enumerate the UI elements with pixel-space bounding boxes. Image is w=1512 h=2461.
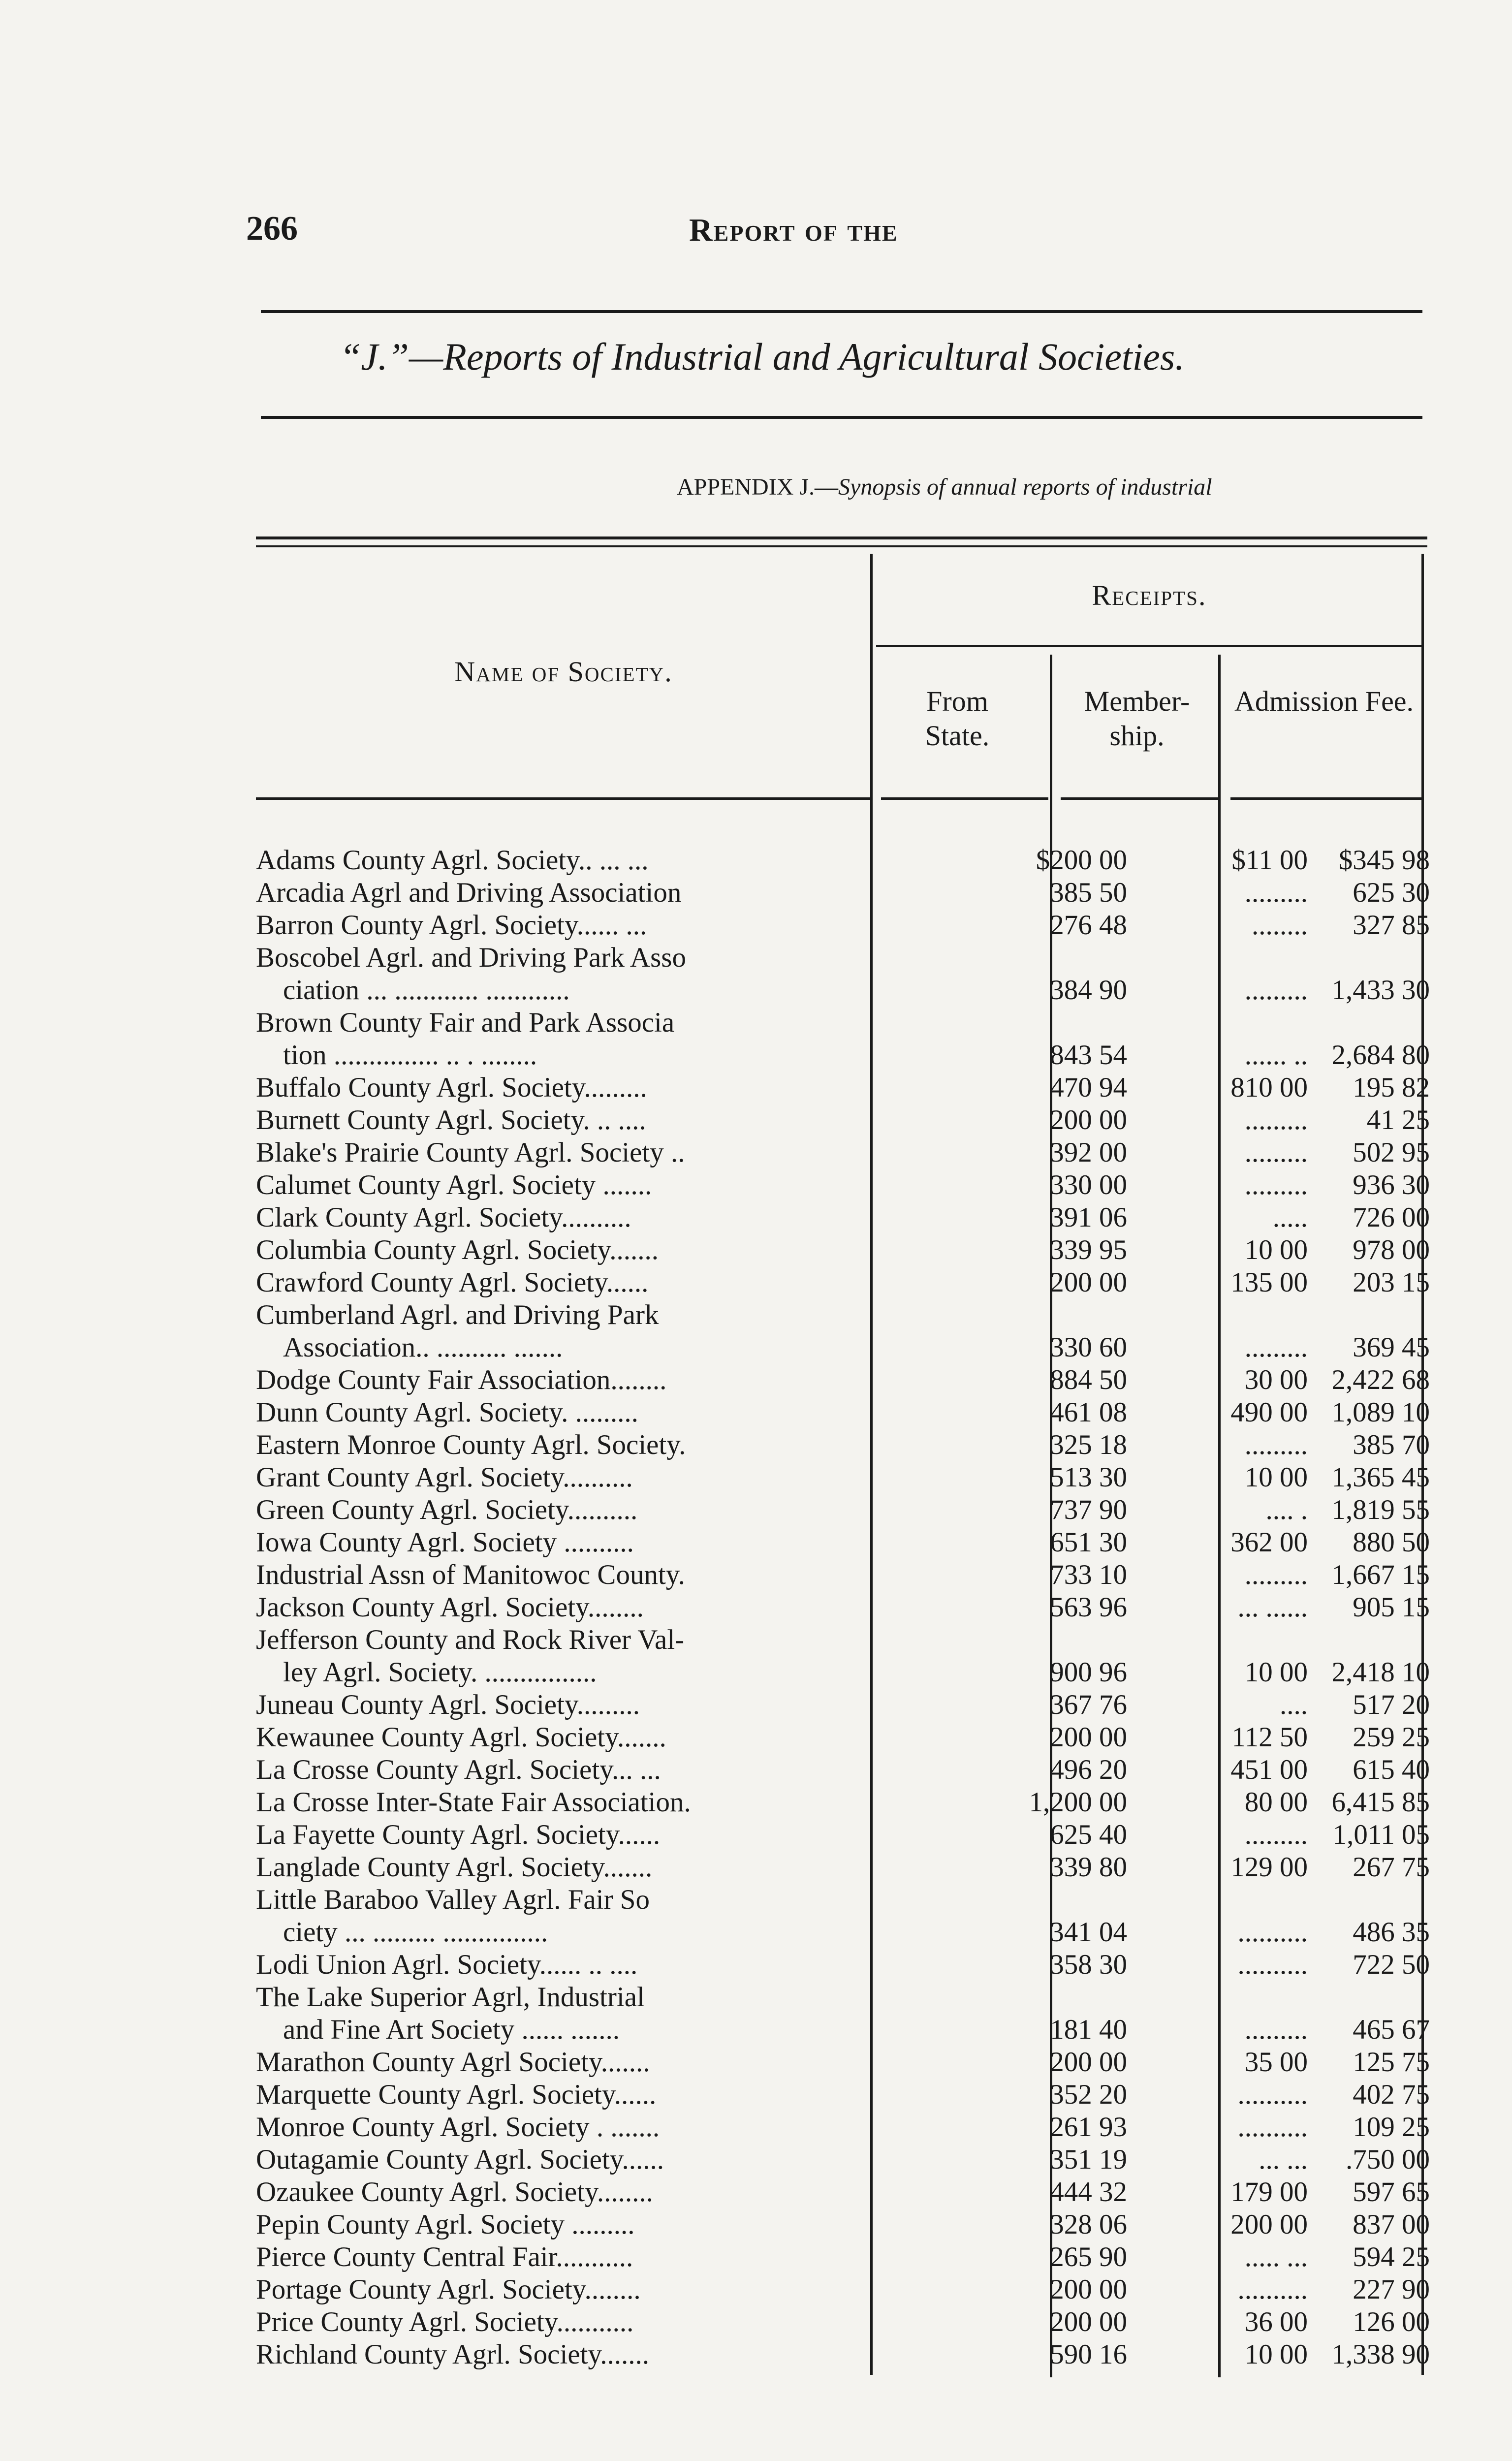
admission-fee-cell: 203 15 bbox=[1353, 1267, 1430, 1298]
admission-fee-cell: 880 50 bbox=[1353, 1527, 1430, 1558]
membership-cell: 10 00 bbox=[1244, 1234, 1308, 1265]
table-row bbox=[256, 1234, 1432, 1266]
page-number: 266 bbox=[246, 210, 298, 248]
society-name bbox=[256, 2176, 871, 2209]
table-row bbox=[256, 1136, 1432, 1169]
society-name bbox=[256, 1981, 871, 2046]
from-state-cell: 733 10 bbox=[1050, 1559, 1127, 1590]
society-name-line: Iowa County Agrl. Society .......... bbox=[256, 1527, 634, 1558]
membership-cell: 135 00 bbox=[1230, 1267, 1308, 1298]
society-name-line: Price County Agrl. Society........... bbox=[256, 2306, 634, 2337]
society-name-line: Portage County Agrl. Society........ bbox=[256, 2274, 641, 2305]
society-name-line: Brown County Fair and Park Associa bbox=[256, 1007, 675, 1038]
table-row bbox=[256, 1007, 1432, 1072]
membership-cell: ......... bbox=[1244, 1559, 1308, 1590]
admission-fee-cell: 465 67 bbox=[1353, 2014, 1430, 2045]
society-name bbox=[256, 1007, 871, 1072]
admission-fee-cell: 1,011 05 bbox=[1332, 1819, 1430, 1850]
society-name bbox=[256, 1851, 871, 1884]
from-state-cell: 200 00 bbox=[1050, 2306, 1127, 2337]
society-name bbox=[256, 2306, 871, 2338]
from-state-cell: 265 90 bbox=[1050, 2241, 1127, 2272]
society-name bbox=[256, 2144, 871, 2176]
from-state-cell: 261 93 bbox=[1050, 2112, 1127, 2143]
admission-fee-cell: 1,433 30 bbox=[1331, 975, 1430, 1006]
society-name-line: Cumberland Agrl. and Driving Park bbox=[256, 1299, 659, 1330]
society-name bbox=[256, 1234, 871, 1266]
membership-cell: 10 00 bbox=[1244, 1657, 1308, 1688]
appendix-label: APPENDIX J.— bbox=[677, 474, 839, 500]
society-name bbox=[256, 942, 871, 1007]
admission-fee-cell: 327 85 bbox=[1353, 910, 1430, 941]
membership-cell: 129 00 bbox=[1230, 1852, 1308, 1883]
from-state-header: From State. bbox=[925, 685, 990, 752]
admission-fee-cell: $345 98 bbox=[1338, 845, 1430, 876]
table-row bbox=[256, 2144, 1432, 2176]
membership-header: Member- ship. bbox=[1084, 685, 1190, 752]
from-state-cell: 563 96 bbox=[1050, 1592, 1127, 1623]
admission-fee-cell: 227 90 bbox=[1353, 2274, 1430, 2305]
admission-fee-cell: 615 40 bbox=[1353, 1754, 1430, 1785]
table-row bbox=[256, 1072, 1432, 1104]
membership-cell: ...... .. bbox=[1244, 1040, 1308, 1071]
from-state-cell: 461 08 bbox=[1050, 1397, 1127, 1428]
table-row bbox=[256, 1364, 1432, 1396]
from-state-cell: 1,200 00 bbox=[1029, 1787, 1127, 1818]
society-name-line: La Crosse Inter-State Fair Association. bbox=[256, 1787, 691, 1818]
appendix-caption-text: Synopsis of annual reports of industrial bbox=[838, 474, 1212, 500]
society-name bbox=[256, 1819, 871, 1851]
society-name bbox=[256, 2338, 871, 2371]
admission-fee-cell: 1,819 55 bbox=[1331, 1494, 1430, 1525]
society-name-line: Boscobel Agrl. and Driving Park Asso bbox=[256, 942, 686, 973]
table-row bbox=[256, 2209, 1432, 2241]
table-row bbox=[256, 2046, 1432, 2079]
society-name-line: Jackson County Agrl. Society........ bbox=[256, 1592, 644, 1623]
from-state-cell: 513 30 bbox=[1050, 1462, 1127, 1493]
from-state-cell: 884 50 bbox=[1050, 1364, 1127, 1395]
society-name-line: The Lake Superior Agrl, Industrial bbox=[256, 1982, 645, 2013]
society-name bbox=[256, 1884, 871, 1949]
table-row bbox=[256, 1786, 1432, 1819]
from-state-cell: 200 00 bbox=[1050, 2274, 1127, 2305]
membership-cell: 80 00 bbox=[1244, 1787, 1308, 1818]
society-name-line: Blake's Prairie County Agrl. Society .. bbox=[256, 1137, 685, 1168]
title-top-rule bbox=[261, 310, 1422, 313]
admission-fee-cell: 1,089 10 bbox=[1331, 1397, 1430, 1428]
society-name-line: Burnett County Agrl. Society. .. .... bbox=[256, 1104, 646, 1136]
membership-cell: 36 00 bbox=[1244, 2306, 1308, 2337]
membership-cell: .......... bbox=[1237, 1917, 1308, 1948]
society-name bbox=[256, 2209, 871, 2241]
membership-cell: .......... bbox=[1237, 2274, 1308, 2305]
society-name-line: Langlade County Agrl. Society....... bbox=[256, 1852, 653, 1883]
table-top-rule-2 bbox=[256, 545, 1427, 547]
membership-cell: 10 00 bbox=[1244, 1462, 1308, 1493]
from-state-cell: 200 00 bbox=[1050, 1104, 1127, 1136]
membership-cell: 810 00 bbox=[1230, 1072, 1308, 1103]
society-name-line: Outagamie County Agrl. Society...... bbox=[256, 2144, 664, 2175]
from-state-cell: 339 95 bbox=[1050, 1234, 1127, 1265]
society-name-continuation: ciety ... ......... ............... bbox=[283, 1917, 548, 1948]
society-name bbox=[256, 844, 871, 877]
admission-fee-cell: 6,415 85 bbox=[1331, 1787, 1430, 1818]
from-state-cell: 330 60 bbox=[1050, 1332, 1127, 1363]
from-state-cell: 391 06 bbox=[1050, 1202, 1127, 1233]
from-state-cell: 900 96 bbox=[1050, 1657, 1127, 1688]
society-name-line: Green County Agrl. Society.......... bbox=[256, 1494, 638, 1525]
admission-fee-cell: 402 75 bbox=[1353, 2079, 1430, 2110]
admission-fee-cell: 41 25 bbox=[1366, 1104, 1430, 1136]
title-bottom-rule bbox=[261, 416, 1422, 419]
table-row bbox=[256, 1559, 1432, 1591]
society-name-line: Little Baraboo Valley Agrl. Fair So bbox=[256, 1884, 650, 1915]
section-title: “J.”—Reports of Industrial and Agricultural Societies. bbox=[340, 335, 1185, 378]
society-name-line: Jefferson County and Rock River Val- bbox=[256, 1624, 685, 1655]
table-row bbox=[256, 2273, 1432, 2306]
admission-fee-cell: 195 82 bbox=[1353, 1072, 1430, 1103]
table-row bbox=[256, 1851, 1432, 1884]
from-state-cell: $200 00 bbox=[1036, 845, 1127, 876]
from-state-cell: 737 90 bbox=[1050, 1494, 1127, 1525]
table-row bbox=[256, 1266, 1432, 1299]
society-name-line: Pierce County Central Fair........... bbox=[256, 2241, 633, 2272]
from-state-cell: 181 40 bbox=[1050, 2014, 1127, 2045]
society-name bbox=[256, 1429, 871, 1461]
society-name bbox=[256, 1072, 871, 1104]
table-row bbox=[256, 909, 1432, 942]
membership-cell: ......... bbox=[1244, 1332, 1308, 1363]
membership-cell: $11 00 bbox=[1231, 845, 1308, 876]
header-bottom-rule-admission bbox=[1230, 797, 1422, 800]
from-state-cell: 843 54 bbox=[1050, 1040, 1127, 1071]
table-row bbox=[256, 1526, 1432, 1559]
admission-fee-cell: 1,338 90 bbox=[1331, 2339, 1430, 2370]
admission-fee-cell: 369 45 bbox=[1353, 1332, 1430, 1363]
society-name-line: Grant County Agrl. Society.......... bbox=[256, 1462, 633, 1493]
admission-fee-cell: 978 00 bbox=[1353, 1234, 1430, 1265]
admission-fee-cell: 385 70 bbox=[1353, 1429, 1430, 1460]
admission-fee-cell: 259 25 bbox=[1353, 1722, 1430, 1753]
header-bottom-rule bbox=[256, 797, 871, 800]
society-name bbox=[256, 1754, 871, 1786]
membership-cell: ..... bbox=[1272, 1202, 1308, 1233]
admission-fee-cell: 837 00 bbox=[1353, 2209, 1430, 2240]
from-state-cell: 444 32 bbox=[1050, 2177, 1127, 2208]
society-name-line: Buffalo County Agrl. Society......... bbox=[256, 1072, 647, 1103]
membership-cell: .... . bbox=[1265, 1494, 1308, 1525]
society-name bbox=[256, 1591, 871, 1624]
society-name bbox=[256, 1494, 871, 1526]
table-row bbox=[256, 1754, 1432, 1786]
society-name-line: Kewaunee County Agrl. Society....... bbox=[256, 1722, 666, 1753]
running-head: Report of the bbox=[689, 212, 898, 248]
membership-cell: 10 00 bbox=[1244, 2339, 1308, 2370]
membership-cell: ......... bbox=[1244, 877, 1308, 908]
table-row bbox=[256, 877, 1432, 909]
admission-fee-cell: .750 00 bbox=[1346, 2144, 1430, 2175]
society-name bbox=[256, 1526, 871, 1559]
table-row bbox=[256, 1169, 1432, 1201]
table-row bbox=[256, 2338, 1432, 2371]
header-bottom-rule-state bbox=[881, 797, 1048, 800]
membership-cell: 112 50 bbox=[1231, 1722, 1308, 1753]
table-row bbox=[256, 1396, 1432, 1429]
society-name bbox=[256, 1169, 871, 1201]
from-state-cell: 392 00 bbox=[1050, 1137, 1127, 1168]
society-name-line: La Fayette County Agrl. Society...... bbox=[256, 1819, 661, 1850]
admission-fee-cell: 722 50 bbox=[1353, 1949, 1430, 1980]
membership-cell: ......... bbox=[1244, 2014, 1308, 2045]
society-name-continuation: and Fine Art Society ...... ....... bbox=[283, 2014, 620, 2045]
society-name bbox=[256, 909, 871, 942]
table-row bbox=[256, 1949, 1432, 1981]
membership-cell: .......... bbox=[1237, 2112, 1308, 2143]
membership-cell: 30 00 bbox=[1244, 1364, 1308, 1395]
table-top-rule bbox=[256, 536, 1427, 539]
from-state-cell: 325 18 bbox=[1050, 1429, 1127, 1460]
society-name bbox=[256, 1299, 871, 1364]
membership-cell: ......... bbox=[1244, 1819, 1308, 1850]
society-name-line: La Crosse County Agrl. Society... ... bbox=[256, 1754, 661, 1785]
admission-fee-cell: 2,418 10 bbox=[1331, 1657, 1430, 1688]
society-name-line: Marquette County Agrl. Society...... bbox=[256, 2079, 657, 2110]
admission-fee-cell: 486 35 bbox=[1353, 1917, 1430, 1948]
table-row bbox=[256, 1201, 1432, 1234]
membership-cell: ......... bbox=[1244, 1104, 1308, 1136]
from-state-cell: 328 06 bbox=[1050, 2209, 1127, 2240]
society-name bbox=[256, 877, 871, 909]
from-state-cell: 385 50 bbox=[1050, 877, 1127, 908]
society-name bbox=[256, 2046, 871, 2079]
society-name-line: Adams County Agrl. Society.. ... ... bbox=[256, 845, 649, 876]
table-row bbox=[256, 2306, 1432, 2338]
table-row bbox=[256, 2176, 1432, 2209]
from-state-cell: 358 30 bbox=[1050, 1949, 1127, 1980]
from-state-cell: 625 40 bbox=[1050, 1819, 1127, 1850]
from-state-cell: 352 20 bbox=[1050, 2079, 1127, 2110]
membership-cell: .... bbox=[1280, 1689, 1308, 1720]
table-row bbox=[256, 844, 1432, 877]
society-name bbox=[256, 2111, 871, 2144]
society-name-line: Clark County Agrl. Society.......... bbox=[256, 1202, 631, 1233]
society-name-line: Lodi Union Agrl. Society...... .. .... bbox=[256, 1949, 638, 1980]
society-name-line: Richland County Agrl. Society....... bbox=[256, 2339, 650, 2370]
from-state-cell: 339 80 bbox=[1050, 1852, 1127, 1883]
society-name bbox=[256, 1559, 871, 1591]
table-row bbox=[256, 1429, 1432, 1461]
admission-fee-cell: 517 20 bbox=[1353, 1689, 1430, 1720]
society-name-continuation: tion ............... .. . ........ bbox=[283, 1040, 537, 1071]
society-name-continuation: ley Agrl. Society. ................ bbox=[283, 1657, 597, 1688]
society-name-line: Industrial Assn of Manitowoc County. bbox=[256, 1559, 685, 1590]
society-name bbox=[256, 1689, 871, 1721]
header-bottom-rule-member bbox=[1061, 797, 1218, 800]
admission-fee-cell: 2,684 80 bbox=[1331, 1040, 1430, 1071]
table-row bbox=[256, 1591, 1432, 1624]
receipts-header: Receipts. bbox=[1092, 579, 1207, 611]
from-state-cell: 330 00 bbox=[1050, 1169, 1127, 1200]
table-row bbox=[256, 2079, 1432, 2111]
society-name bbox=[256, 1396, 871, 1429]
from-state-cell: 200 00 bbox=[1050, 1267, 1127, 1298]
society-name bbox=[256, 2079, 871, 2111]
membership-cell: ... ... bbox=[1259, 2144, 1308, 2175]
table-row bbox=[256, 1721, 1432, 1754]
table-row bbox=[256, 1461, 1432, 1494]
table-row bbox=[256, 1299, 1432, 1364]
membership-cell: 490 00 bbox=[1230, 1397, 1308, 1428]
society-name-line: Dunn County Agrl. Society. ......... bbox=[256, 1397, 638, 1428]
society-name-continuation: ciation ... ............ ............ bbox=[283, 975, 570, 1006]
society-name bbox=[256, 1136, 871, 1169]
membership-cell: .......... bbox=[1237, 1949, 1308, 1980]
society-name bbox=[256, 1949, 871, 1981]
society-name-line: Marathon County Agrl Society....... bbox=[256, 2047, 650, 2078]
admission-fee-cell: 1,365 45 bbox=[1331, 1462, 1430, 1493]
receipts-rule bbox=[876, 645, 1422, 647]
from-state-cell: 200 00 bbox=[1050, 1722, 1127, 1753]
membership-cell: ... ...... bbox=[1237, 1592, 1308, 1623]
society-table bbox=[256, 844, 1432, 2371]
membership-cell: 179 00 bbox=[1230, 2177, 1308, 2208]
table-row bbox=[256, 2241, 1432, 2273]
table-row bbox=[256, 1494, 1432, 1526]
membership-cell: ......... bbox=[1244, 1429, 1308, 1460]
membership-cell: 451 00 bbox=[1230, 1754, 1308, 1785]
membership-cell: 200 00 bbox=[1230, 2209, 1308, 2240]
admission-fee-header: Admission Fee. bbox=[1234, 685, 1414, 717]
admission-fee-cell: 502 95 bbox=[1353, 1137, 1430, 1168]
appendix-caption bbox=[677, 473, 1445, 501]
from-state-cell: 276 48 bbox=[1050, 910, 1127, 941]
name-of-society-header: Name of Society. bbox=[454, 656, 673, 688]
society-name bbox=[256, 1786, 871, 1819]
from-state-cell: 651 30 bbox=[1050, 1527, 1127, 1558]
table-row bbox=[256, 2111, 1432, 2144]
admission-fee-cell: 267 75 bbox=[1353, 1852, 1430, 1883]
society-name bbox=[256, 1721, 871, 1754]
admission-fee-cell: 1,667 15 bbox=[1331, 1559, 1430, 1590]
society-name-line: Dodge County Fair Association........ bbox=[256, 1364, 667, 1395]
admission-fee-cell: 936 30 bbox=[1353, 1169, 1430, 1200]
admission-fee-cell: 2,422 68 bbox=[1331, 1364, 1430, 1395]
from-state-cell: 367 76 bbox=[1050, 1689, 1127, 1720]
table-row bbox=[256, 1624, 1432, 1689]
society-name bbox=[256, 1364, 871, 1396]
from-state-cell: 470 94 bbox=[1050, 1072, 1127, 1103]
admission-fee-cell: 109 25 bbox=[1353, 2112, 1430, 2143]
society-name bbox=[256, 2241, 871, 2273]
from-state-cell: 496 20 bbox=[1050, 1754, 1127, 1785]
table-row bbox=[256, 1884, 1432, 1949]
admission-fee-cell: 597 65 bbox=[1353, 2177, 1430, 2208]
society-name-line: Pepin County Agrl. Society ......... bbox=[256, 2209, 635, 2240]
from-state-cell: 341 04 bbox=[1050, 1917, 1127, 1948]
table-row bbox=[256, 1819, 1432, 1851]
society-name-line: Ozaukee County Agrl. Society........ bbox=[256, 2177, 653, 2208]
admission-fee-cell: 625 30 bbox=[1353, 877, 1430, 908]
admission-fee-cell: 594 25 bbox=[1353, 2241, 1430, 2272]
society-name-line: Arcadia Agrl and Driving Association bbox=[256, 877, 682, 908]
table-row bbox=[256, 942, 1432, 1007]
membership-cell: ......... bbox=[1244, 1169, 1308, 1200]
membership-cell: ......... bbox=[1244, 975, 1308, 1006]
membership-cell: 35 00 bbox=[1244, 2047, 1308, 2078]
society-name bbox=[256, 1104, 871, 1136]
society-name bbox=[256, 1461, 871, 1494]
from-state-cell: 351 19 bbox=[1050, 2144, 1127, 2175]
table-row bbox=[256, 1689, 1432, 1721]
society-name-line: Eastern Monroe County Agrl. Society. bbox=[256, 1429, 686, 1460]
admission-fee-cell: 126 00 bbox=[1353, 2306, 1430, 2337]
table-row bbox=[256, 1981, 1432, 2046]
table-row bbox=[256, 1104, 1432, 1136]
society-name-line: Crawford County Agrl. Society...... bbox=[256, 1267, 649, 1298]
admission-fee-cell: 905 15 bbox=[1353, 1592, 1430, 1623]
society-name-line: Columbia County Agrl. Society....... bbox=[256, 1234, 659, 1265]
admission-fee-cell: 726 00 bbox=[1353, 1202, 1430, 1233]
from-state-cell: 590 16 bbox=[1050, 2339, 1127, 2370]
membership-cell: 362 00 bbox=[1230, 1527, 1308, 1558]
from-state-cell: 384 90 bbox=[1050, 975, 1127, 1006]
society-name bbox=[256, 2273, 871, 2306]
society-name-line: Calumet County Agrl. Society ....... bbox=[256, 1169, 652, 1200]
society-name bbox=[256, 1266, 871, 1299]
society-name-line: Monroe County Agrl. Society . ....... bbox=[256, 2112, 660, 2143]
membership-cell: .......... bbox=[1237, 2079, 1308, 2110]
from-state-cell: 200 00 bbox=[1050, 2047, 1127, 2078]
society-name-line: Barron County Agrl. Society...... ... bbox=[256, 910, 647, 941]
society-name-line: Juneau County Agrl. Society......... bbox=[256, 1689, 640, 1720]
admission-fee-cell: 125 75 bbox=[1353, 2047, 1430, 2078]
society-name-continuation: Association.. .......... ....... bbox=[283, 1332, 563, 1363]
society-name bbox=[256, 1201, 871, 1234]
membership-cell: ......... bbox=[1244, 1137, 1308, 1168]
membership-cell: ..... ... bbox=[1244, 2241, 1308, 2272]
membership-cell: ........ bbox=[1252, 910, 1308, 941]
society-name bbox=[256, 1624, 871, 1689]
